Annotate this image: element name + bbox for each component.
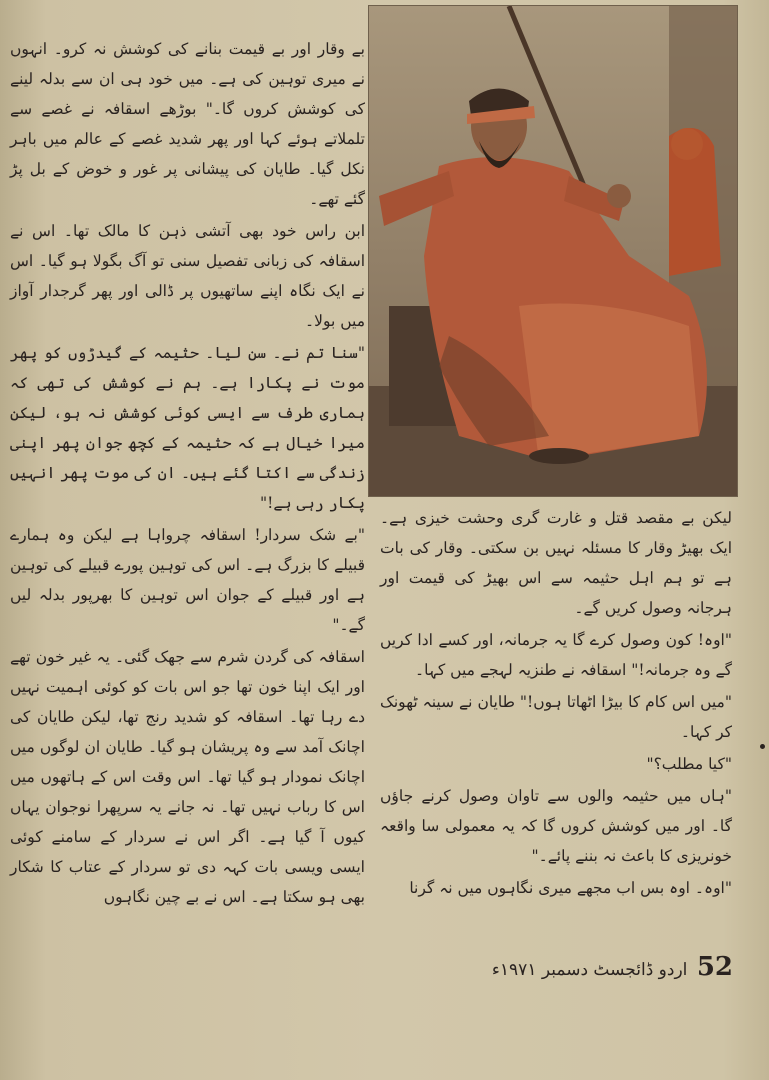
paragraph: "سنا تم نے۔ سن لیا۔ حثیمہ کے گیدڑوں کو پھر موت نے پکارا ہے۔ ہم نے کوشش کی تھی کہ ہماری طرف سے ایسی کوئی کوشش نہ ہو، لیکن میرا خیال ہے کہ حثیمہ کے کچھ جوان پھر اپنی زندگی سے اکتا گئے ہیں۔ ان کی موت پھر انہیں پکار رہی ہے!" <box>10 344 365 512</box>
paragraph: "میں اس کام کا بیڑا اٹھاتا ہوں!" طایان نے سینہ ٹھونک کر کہا۔ <box>380 693 732 741</box>
paragraph: "بے شک سردار! اسقافہ چرواہا ہے لیکن وہ ہمارے قبیلے کا بزرگ ہے۔ اس کی توہین پورے قبیلے کی توہین ہے اور قبیلے کے جوان اس توہین کا بھرپور بدلہ لیں گے۔" <box>10 526 365 634</box>
paragraph: "اوہ! کون وصول کرے گا یہ جرمانہ، اور کسے ادا کریں گے وہ جرمانہ!" اسقافہ نے طنزیہ لہجے میں کہا۔ <box>380 631 732 679</box>
magazine-name: اردو ڈائجسٹ <box>593 960 688 980</box>
page-number: 52 <box>696 952 733 982</box>
page-footer <box>491 952 733 983</box>
paragraph: "اوہ۔ اوہ بس اب مجھے میری نگاہوں میں نہ گرنا <box>409 879 732 897</box>
paragraph: "ہاں میں حثیمہ والوں سے تاوان وصول کرنے جاؤں گا۔ اور میں کوشش کروں گا کہ یہ معمولی سا واقعہ خونریزی کا باعث نہ بننے پائے۔" <box>380 787 732 865</box>
story-column-right <box>380 503 732 943</box>
story-illustration <box>369 6 737 496</box>
paragraph: "کیا مطلب؟" <box>646 755 732 773</box>
margin-dot <box>760 744 765 749</box>
paragraph: اسقافہ کی گردن شرم سے جھک گئی۔ یہ غیر خون تھے اور ایک اپنا خون تھا جو اس بات کو کوئی اہمیت نہیں دے رہا تھا۔ اسقافہ کو شدید رنج تھا، لیکن طایان کی اچانک آمد سے وہ پریشان ہو گیا۔ طایان ان لوگوں میں اچانک نمودار ہو گیا تھا۔ اس وقت اس کے ہاتھوں میں اس کا رباب نہیں تھا۔ نہ جانے یہ سرپھرا نوجوان یہاں کیوں آ گیا ہے۔ اگر اس نے سردار کے سامنے کوئی ایسی ویسی بات کہہ دی تو سردار کے عتاب کا شکار بھی ہو سکتا ہے۔ اس نے بے چین نگاہوں <box>10 648 365 906</box>
story-column-left <box>10 34 365 1024</box>
seated-chieftain-painting <box>369 6 737 496</box>
paragraph: بے وقار اور بے قیمت بنانے کی کوشش نہ کرو۔ انہوں نے میری توہین کی ہے۔ میں خود ہی ان سے بدلہ لینے کی کوشش کروں گا۔" بوڑھے اسقافہ نے غصے سے تلملاتے ہوئے کہا اور پھر شدید غصے کے عالم میں باہر نکل گیا۔ طایان کی پیشانی پر غور و خوض کے بل پڑ گئے تھے۔ <box>10 40 365 208</box>
issue-date: دسمبر ۱۹۷۱ء <box>491 960 589 980</box>
paragraph: لیکن بے مقصد قتل و غارت گری وحشت خیزی ہے۔ ایک بھیڑ وقار کا مسئلہ نہیں بن سکتی۔ وقار کی بات ہے تو ہم اہل حثیمہ سے اس بھیڑ کی قیمت اور ہرجانہ وصول کریں گے۔ <box>380 509 732 617</box>
paragraph: ابن راس خود بھی آتشی ذہن کا مالک تھا۔ اس نے اسقافہ کی زبانی تفصیل سنی تو آگ بگولا ہو گیا۔ اس نے ایک نگاہ اپنے ساتھیوں پر ڈالی اور پھر گرجدار آواز میں بولا۔ <box>10 222 365 330</box>
